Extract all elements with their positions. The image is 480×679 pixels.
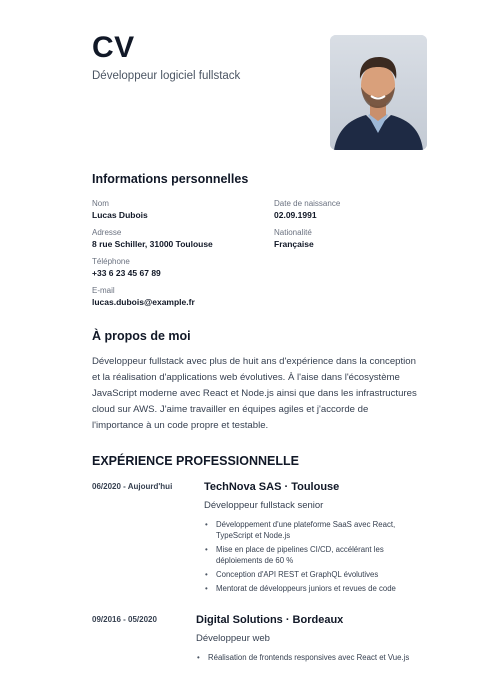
nationality-field (274, 228, 314, 250)
phone-value: +33 6 23 45 67 89 (92, 268, 161, 278)
phone-field (92, 257, 161, 279)
birth-label: Date de naissance (274, 199, 341, 208)
phone-label: Téléphone (92, 257, 130, 266)
address-field (92, 228, 213, 250)
nationality-value: Française (274, 239, 314, 249)
email-label: E-mail (92, 286, 115, 295)
about-text: Développeur fullstack avec plus de huit ans d'expérience dans la conception et la réalisation d'applications web évolutives. À l'aise dans l'écosystème JavaScript moderne avec React et Node.js ainsi que dans les infrastructures cloud sur AWS. J'aime travailler en équipes agiles et j'accorde de l'importance à un code propre et testable. (92, 356, 417, 431)
cv-title: CV (92, 31, 135, 64)
job-role: Développeur fullstack senior (204, 500, 324, 511)
cv-subtitle: Développeur logiciel fullstack (92, 70, 241, 82)
job-company: TechNova SAS · Toulouse (204, 481, 340, 493)
job-bullet: • Conception d'API REST et GraphQL évolutives (204, 569, 429, 580)
experience-heading: EXPÉRIENCE PROFESSIONNELLE (92, 454, 299, 468)
profile-photo (330, 35, 427, 150)
job-dates: 06/2020 - Aujourd'hui (92, 482, 173, 491)
birth-field (274, 199, 340, 221)
job-bullet: • Réalisation de frontends responsives avec React et Vue.js (196, 652, 426, 663)
job-bullet: • Mise en place de pipelines CI/CD, accélérant les déploiements de 60 % (204, 544, 429, 566)
address-value: 8 rue Schiller, 31000 Toulouse (92, 239, 213, 249)
job-company: Digital Solutions · Bordeaux (196, 614, 344, 626)
job-dates: 09/2016 - 05/2020 (92, 615, 157, 624)
nationality-label: Nationalité (274, 228, 312, 237)
job-bullets (196, 652, 426, 666)
name-value: Lucas Dubois (92, 210, 148, 220)
job-bullets (204, 519, 429, 597)
email-field (92, 286, 195, 308)
job-bullet: • Mentorat de développeurs juniors et revues de code (204, 583, 429, 594)
job-role: Développeur web (196, 633, 270, 644)
personal-info-heading: Informations personnelles (92, 172, 249, 186)
birth-value: 02.09.1991 (274, 210, 317, 220)
email-value: lucas.dubois@example.fr (92, 297, 195, 307)
about-heading: À propos de moi (92, 329, 191, 343)
job-bullet: • Développement d'une plateforme SaaS avec React, TypeScript et Node.js (204, 519, 429, 541)
address-label: Adresse (92, 228, 122, 237)
name-label: Nom (92, 199, 109, 208)
name-field (92, 199, 148, 221)
